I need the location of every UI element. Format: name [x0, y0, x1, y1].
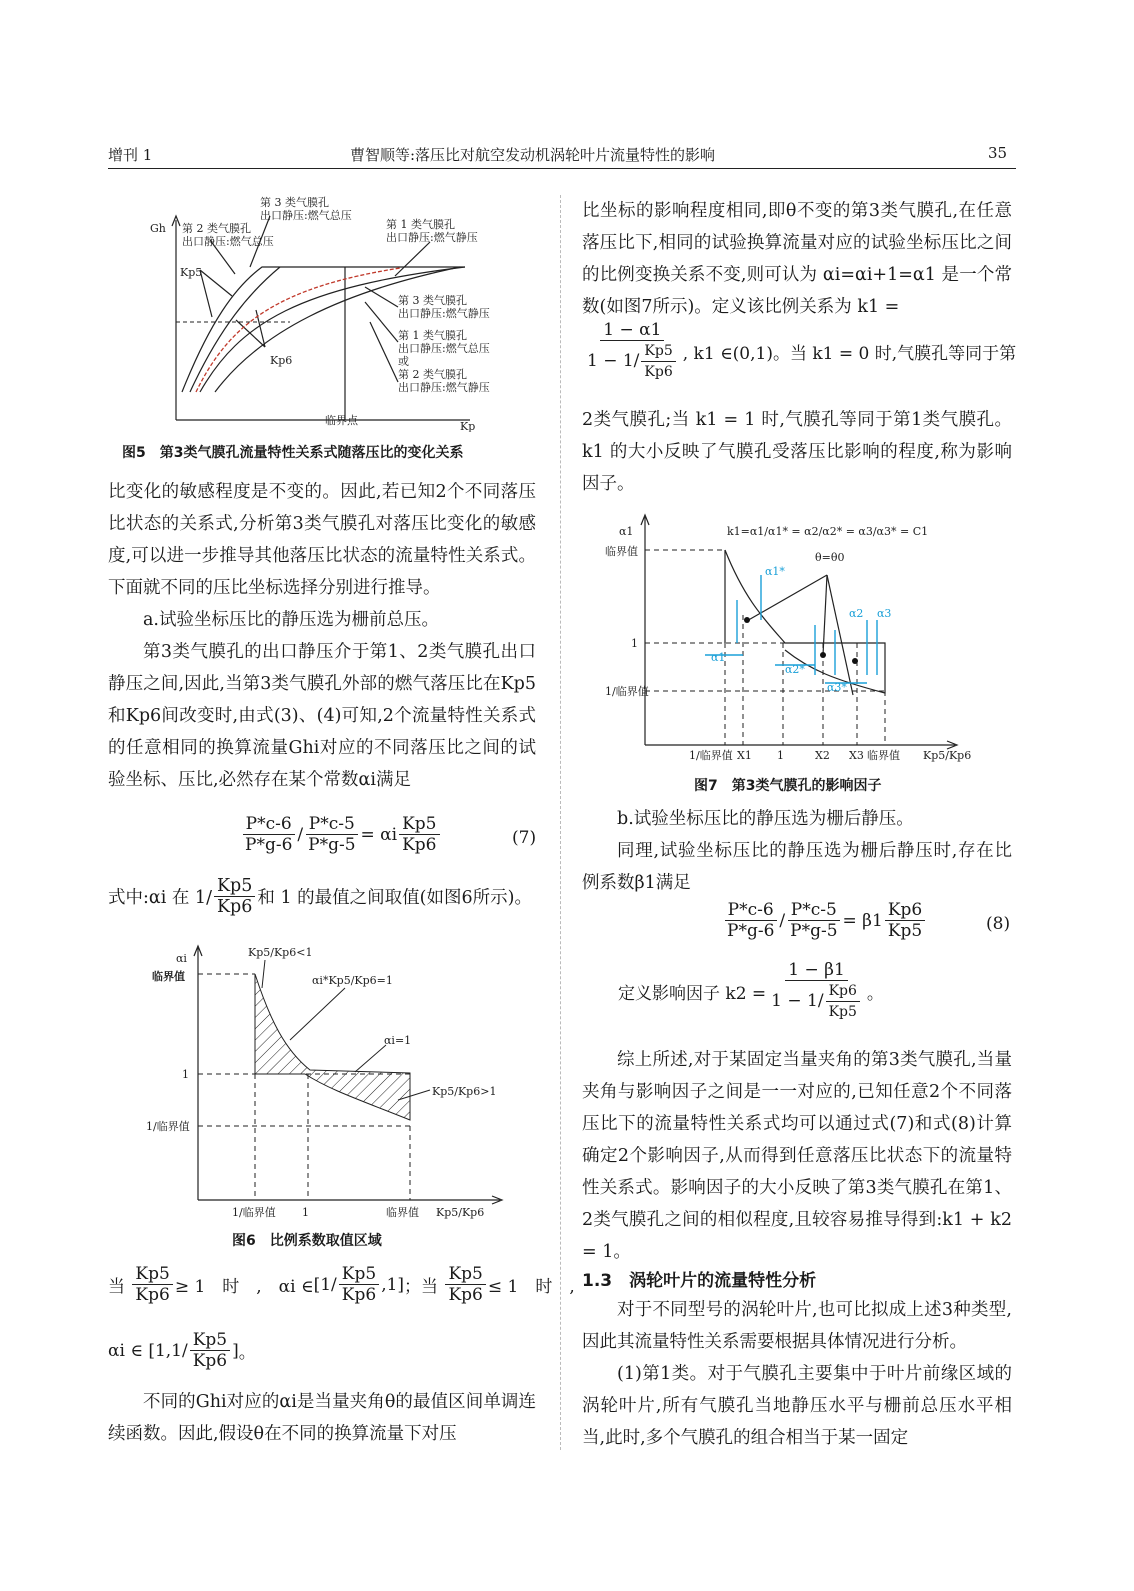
condition-line-1: 当 $\frac{Kp5}{Kp6}$ ≥ 1 时 , αi ∈ [1/ $\frac{Kp5}{Kp6}$ ,1] ；当 $\frac{Kp5}{Kp6}$ ≤ 1 时 , — [108, 1264, 575, 1305]
fig5-c1a-l1: 第 1 类气膜孔 — [386, 218, 455, 231]
right-para-1: 比坐标的影响程度相同,即θ不变的第3类气膜孔,在任意落压比下,相同的试验换算流量对应的试验坐标压比之间的比例变换关系不变,则可认为 αi=αi+1=α1 是一个常数(如图7所示)。定义该比例关系为 k1 = — [582, 201, 1012, 317]
section-1-3-heading: 1.3 涡轮叶片的流量特性分析 — [582, 1271, 817, 1291]
fig5-c2-l1: 第 2 类气膜孔 — [182, 222, 251, 235]
right-para-2: 2类气膜孔;当 k1 = 1 时,气膜孔等同于第1类气膜孔。k1 的大小反映了气膜孔受落压比影响的程度,称为影响因子。 — [582, 410, 1012, 494]
fig7-point-3 — [852, 658, 858, 664]
fig7-a2: α2 — [849, 607, 864, 620]
fig7-theta: θ=θ0 — [815, 551, 845, 564]
fig6-inv: 1/临界值 — [146, 1120, 190, 1133]
fig6-x-lab: Kp5/Kp6 — [436, 1206, 485, 1219]
left-para-4: 式中:αi 在 1/ $\frac{Kp5}{Kp6}$ 和 1 的最值之间取值(如图6所示)。 — [108, 876, 532, 917]
fig7-inv: 1/临界值 — [605, 685, 649, 698]
fig7-x-inv: 1/临界值 — [689, 749, 733, 762]
left-para-1: 比变化的敏感程度是不变的。因此,若已知2个不同落压比状态的关系式,分析第3类气膜孔对落压比变化的敏感度,可以进一步推导其他落压比状态的流量特性关系式。下面就不同的压比坐标选择分别进行推导。 — [108, 482, 536, 598]
fig5-curve-class3-red — [196, 268, 400, 392]
right-column-lower — [582, 1294, 1012, 1454]
fig5-ylabel: Gh — [150, 222, 166, 235]
fig5-xlabel: Kp — [460, 420, 476, 432]
fig5-kp6: Kp6 — [270, 354, 293, 367]
fig6-x-one: 1 — [302, 1206, 309, 1219]
equation-7-number: (7) — [512, 828, 537, 848]
column-separator — [560, 195, 561, 1450]
header-rule — [108, 168, 1016, 169]
fig7-a3s: α3* — [827, 681, 847, 694]
right-column-summary — [582, 1044, 1012, 1268]
fig5-c2b-l1: 第 2 类气膜孔 — [398, 368, 467, 381]
equation-8: $\frac{P*c-6}{P*g-6}$ / $\frac{P*c-5}{P*g-5}$ = β1 $\frac{Kp6}{Kp5}$ — [722, 900, 927, 941]
fig7-x3: X3 — [849, 749, 864, 762]
fig5-c2b-l2: 出口静压:燃气静压 — [398, 381, 490, 394]
fig7-x-one: 1 — [777, 749, 784, 762]
fig7-x-crit: 临界值 — [867, 749, 900, 762]
page-number: 35 — [988, 144, 1008, 162]
fig7-x2: X2 — [815, 749, 830, 762]
fig6-ann2: αi*Kp5/Kp6=1 — [312, 974, 393, 987]
fig7-one: 1 — [631, 637, 638, 650]
fig7-ylab: α1 — [619, 525, 634, 538]
condition-line-2: αi ∈ [1,1/ $\frac{Kp5}{Kp6}$ ] 。 — [108, 1330, 256, 1371]
right-para-4: 对于不同型号的涡轮叶片,也可比拟成上述3种类型,因此其流量特性关系需要根据具体情况进行分析。 — [582, 1300, 1012, 1352]
fig7-a1s: α1* — [765, 565, 785, 578]
k1-definition: 1 − α1 1 − 1/ $\frac{Kp5}{Kp6}$ , k1 ∈(0,1)。当 k1 = 0 时,气膜孔等同于第 — [587, 320, 1017, 380]
fig6-caption: 图6 比例系数取值区域 — [232, 1233, 382, 1249]
left-column-upper — [108, 476, 536, 796]
fig5-critical: 临界点 — [325, 414, 358, 427]
right-column-upper — [582, 195, 1012, 323]
fig6-hatched-region — [255, 974, 410, 1120]
fig7-caption: 图7 第3类气膜孔的影响因子 — [694, 778, 882, 794]
fig6-x-crit: 临界值 — [386, 1206, 419, 1219]
right-para-3: 综上所述,对于某固定当量夹角的第3类气膜孔,当量夹角与影响因子之间是一一对应的,已知任意2个不同落压比下的流量特性关系式均可以通过式(7)和式(8)计算确定2个影响因子,从而得到任意落压比状态下的流量特性关系式。影响因子的大小反映了第3类气膜孔在第1、2类气膜孔之间的相似程度,且较容易推导得到:k1 + k2 = 1。 — [582, 1050, 1012, 1262]
running-header-left: 增刊 1 — [108, 146, 153, 164]
left-column-lower — [108, 1386, 536, 1450]
fig5-c1b-l2: 出口静压:燃气总压 — [398, 342, 490, 355]
fig5-or: 或 — [398, 355, 409, 368]
fig5-c1b-l1: 第 1 类气膜孔 — [398, 329, 467, 342]
fig6-crit: 临界值 — [152, 970, 185, 983]
fig5-c3b-l2: 出口静压:燃气静压 — [398, 307, 490, 320]
right-para-5: (1)第1类。对于气膜孔主要集中于叶片前缘区域的涡轮叶片,所有气膜孔当地静压水平与栅前总压水平相当,此时,多个气膜孔的组合相当于某一固定 — [582, 1364, 1012, 1448]
figure-6 — [140, 940, 520, 1220]
fig6-ann4: Kp5/Kp6>1 — [432, 1085, 497, 1098]
fig6-ann1: Kp5/Kp6<1 — [248, 946, 313, 959]
fig5-c3a-l1: 第 3 类气膜孔 — [260, 196, 329, 209]
fig7-point-2 — [820, 652, 826, 658]
fig5-caption: 图5 第3类气膜孔流量特性关系式随落压比的变化关系 — [122, 445, 464, 461]
fig7-crit: 临界值 — [605, 545, 638, 558]
right-column-mid — [582, 404, 1012, 500]
figure-5 — [140, 192, 540, 432]
left-para-3: 第3类气膜孔的出口静压介于第1、2类气膜孔出口静压之间,因此,当第3类气膜孔外部的燃气落压比在Kp5和Kp6间改变时,由式(3)、(4)可知,2个流量特性关系式的任意相同的换算流量Ghi对应的不同落压比之间的试验坐标、压比,必然存在某个常数αi满足 — [108, 642, 536, 790]
fig7-point-1 — [744, 617, 750, 623]
fig5-kp5: Kp5 — [180, 266, 203, 279]
equation-7: $\frac{P*c-6}{P*g-6}$ / $\frac{P*c-5}{P*g-5}$ = αi $\frac{Kp5}{Kp6}$ — [240, 814, 442, 855]
fig7-a2s: α2* — [785, 663, 805, 676]
fig5-c1a-l2: 出口静压:燃气静压 — [386, 231, 478, 244]
fig6-ylab: αi — [176, 952, 187, 965]
fig7-x-lab: Kp5/Kp6 — [923, 749, 972, 762]
fig7-a3: α3 — [877, 607, 892, 620]
fig7-formula: k1=α1/α1* = α2/α2* = α3/α3* = C1 — [727, 525, 929, 538]
running-header-title: 曹智顺等:落压比对航空发动机涡轮叶片流量特性的影响 — [350, 146, 716, 164]
fig7-x1: X1 — [737, 749, 752, 762]
fig7-a1: α1 — [711, 651, 726, 664]
left-para-7: 不同的Ghi对应的αi是当量夹角θ的最值区间单调连续函数。因此,假设θ在不同的换算流量下对压 — [108, 1392, 536, 1444]
fig6-x-inv: 1/临界值 — [232, 1206, 276, 1219]
left-para-2: a.试验坐标压比的静压选为栅前总压。 — [143, 610, 439, 630]
fig6-ann3: αi=1 — [384, 1034, 412, 1047]
fig5-c3a-l2: 出口静压:燃气总压 — [260, 209, 352, 222]
k2-definition: 定义影响因子 k2 = 1 − β1 1 − 1/ $\frac{Kp6}{Kp5}$ 。 — [618, 960, 884, 1020]
fig6-one: 1 — [182, 1068, 189, 1081]
figure-7 — [605, 505, 975, 770]
equation-8-number: (8) — [986, 914, 1011, 934]
right-para-b2: 同理,试验坐标压比的静压选为栅后静压时,存在比例系数β1满足 — [582, 841, 1012, 893]
fig5-c3b-l1: 第 3 类气膜孔 — [398, 294, 467, 307]
right-para-b: b.试验坐标压比的静压选为栅后静压。 — [617, 809, 914, 829]
right-column-b — [582, 803, 1012, 899]
fig5-c2-l2: 出口静压:燃气总压 — [182, 235, 274, 248]
